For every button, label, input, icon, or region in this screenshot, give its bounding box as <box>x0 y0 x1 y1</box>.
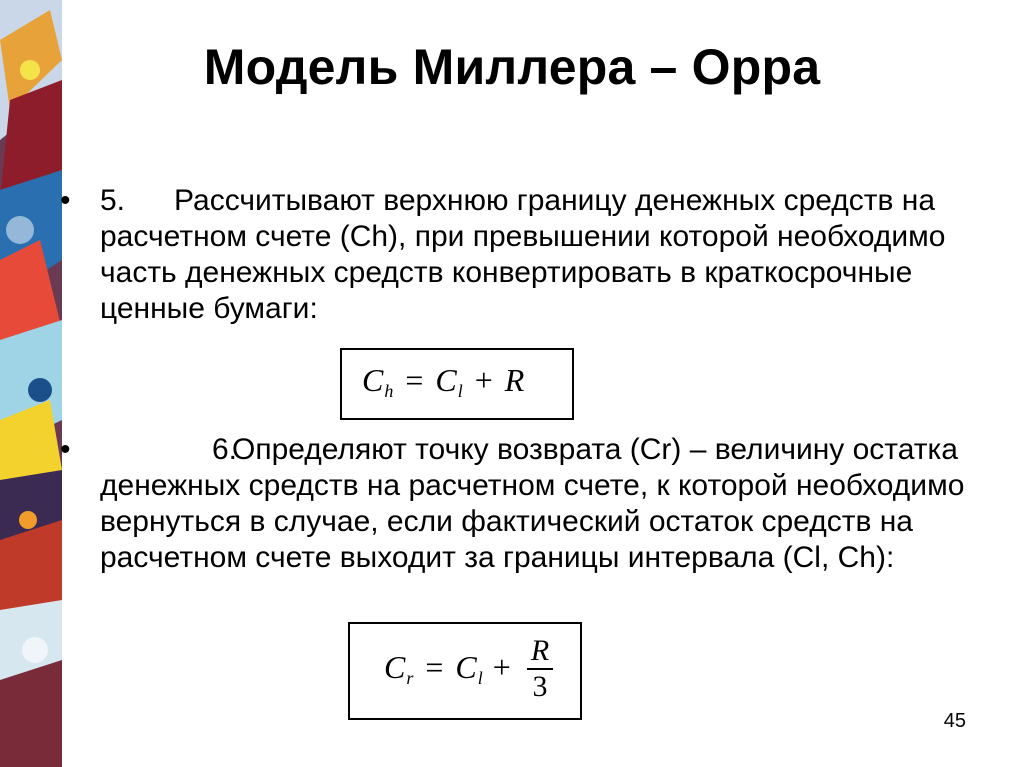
formula-var: C <box>362 362 384 398</box>
bullet-number: 5. <box>100 184 126 217</box>
slide-title: Модель Миллера – Орра <box>203 39 821 95</box>
fraction-numerator: R <box>527 634 553 670</box>
formula-subscript: r <box>406 668 414 688</box>
formula-var: C <box>435 362 457 398</box>
formula-var: C <box>455 649 477 685</box>
formula-plus: + <box>492 649 511 685</box>
formula-plus: + <box>474 362 493 398</box>
bullet-number: 6. <box>212 433 238 466</box>
formula-return-point <box>348 622 582 720</box>
formula-var: C <box>384 649 406 685</box>
formula-subscript: l <box>457 381 463 401</box>
abstract-art-graphic <box>0 0 62 767</box>
bullet-text-5 <box>100 183 984 327</box>
formula-equals: = <box>425 649 444 685</box>
formula-upper-bound <box>340 348 574 420</box>
formula-subscript: h <box>384 381 394 401</box>
fraction-denominator: 3 <box>532 670 548 703</box>
bullet-marker: • <box>60 184 71 217</box>
formula-equals: = <box>405 362 424 398</box>
bullet-marker: • <box>60 433 71 466</box>
bullet-body: Рассчитывают верхнюю границу денежных средств на расчетном счете (Ch), при превышении которой необходимо часть денежных средств конвертировать в краткосрочные ценные бумаги: <box>100 184 946 325</box>
page-number: 45 <box>943 710 966 732</box>
decorative-art-strip <box>0 0 62 767</box>
formula-subscript: l <box>477 668 483 688</box>
bullet-body: Определяют точку возврата (Cr) – величину остатка денежных средств на расчетном счете, к которой необходимо вернуться в случае, если фактический остаток средств на расчетном счете выходит за границы интервала (Cl, Ch): <box>100 433 965 574</box>
bullet-text-6 <box>100 432 984 576</box>
formula-term: R <box>504 362 525 398</box>
formula-fraction <box>527 634 553 704</box>
